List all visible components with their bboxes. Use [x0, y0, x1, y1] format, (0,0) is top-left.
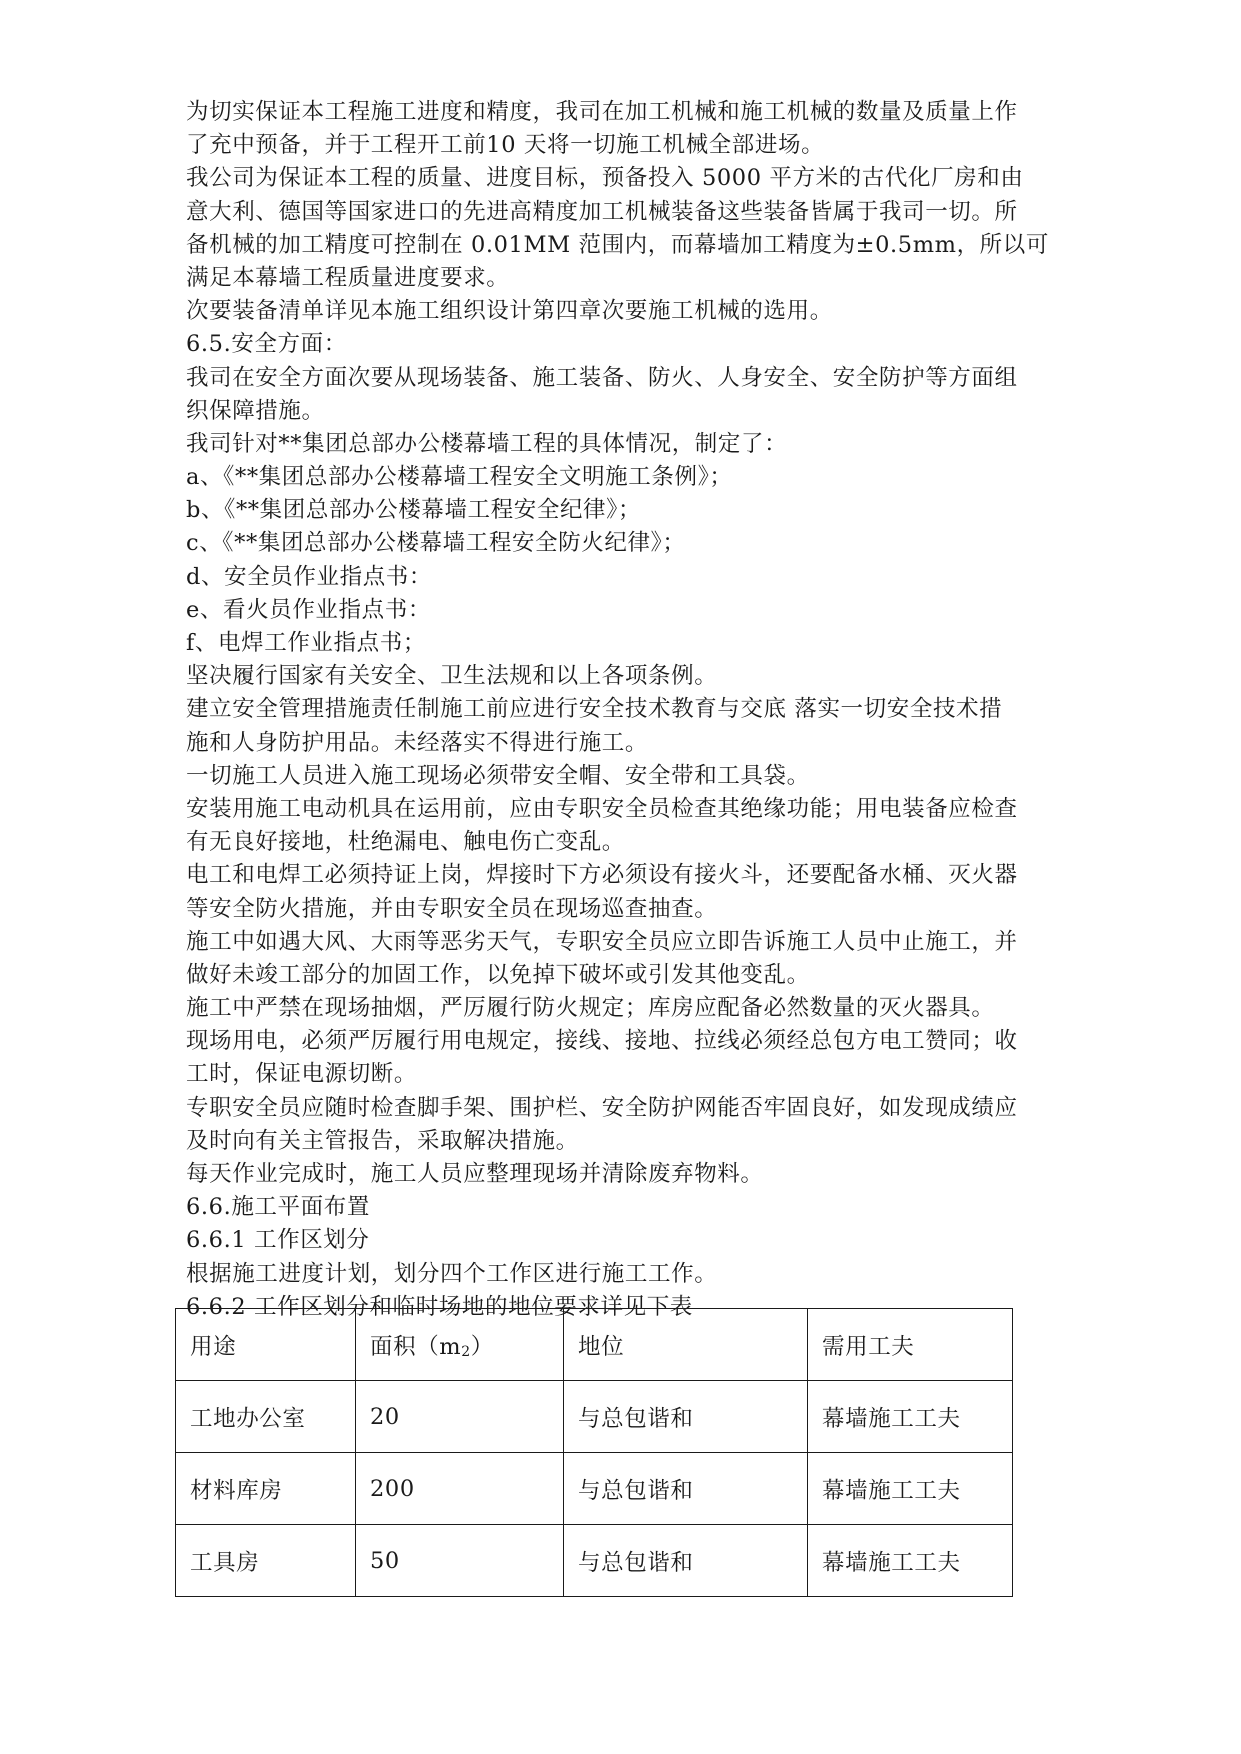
text-line: 一切施工人员进入施工现场必须带安全帽、安全带和工具袋。 [186, 762, 810, 789]
cell-usage: 工地办公室 [176, 1381, 356, 1453]
text-line: 坚决履行国家有关安全、卫生法规和以上各项条例。 [186, 663, 718, 690]
header-usage: 用途 [176, 1309, 356, 1381]
cell-usage: 工具房 [176, 1525, 356, 1597]
text-line: 根据施工进度计划，划分四个工作区进行施工工作。 [186, 1260, 718, 1287]
text-line: 施工中严禁在现场抽烟，严厉履行防火规定；库房应配备必然数量的灭火器具。 [186, 995, 995, 1022]
cell-time: 幕墙施工工夫 [808, 1381, 1013, 1453]
table-row [176, 1453, 1013, 1525]
cell-area: 200 [356, 1453, 564, 1525]
text-line: 我公司为保证本工程的质量、进度目标，预备投入 5000 平方米的古代化厂房和由 [186, 165, 1024, 192]
text-line: 我司针对**集团总部办公楼幕墙工程的具体情况，制定了： [186, 430, 788, 457]
document-body [186, 96, 1066, 1324]
text-line: 做好未竣工部分的加固工作，以免掉下破坏或引发其他变乱。 [186, 961, 810, 988]
header-area-unit-exponent: 2 [461, 1343, 471, 1360]
text-line: 备机械的加工精度可控制在 0.01MM 范围内，而幕墙加工精度为±0.5mm，所以可 [186, 231, 1049, 258]
text-line: 及时向有关主管报告，采取解决措施。 [186, 1127, 579, 1154]
cell-location: 与总包谐和 [564, 1525, 808, 1597]
text-line: 施工中如遇大风、大雨等恶劣天气，专职安全员应立即告诉施工人员中止施工，并 [186, 928, 1018, 955]
text-line: 等安全防火措施，并由专职安全员在现场巡查抽查。 [186, 895, 718, 922]
cell-time: 幕墙施工工夫 [808, 1453, 1013, 1525]
text-line: 专职安全员应随时检查脚手架、围护栏、安全防护网能否牢固良好，如发现成绩应 [186, 1094, 1018, 1121]
text-line: 电工和电焊工必须持证上岗，焊接时下方必须设有接火斗，还要配备水桶、灭火器 [186, 862, 1018, 889]
cell-area: 20 [356, 1381, 564, 1453]
list-item: d、安全员作业指点书： [186, 563, 433, 590]
list-item: e、看火员作业指点书： [186, 596, 431, 623]
text-line: 每天作业完成时，施工人员应整理现场并清除废弃物料。 [186, 1161, 764, 1187]
header-area-label: 面积（m [370, 1333, 462, 1360]
text-line: 为切实保证本工程施工进度和精度，我司在加工机械和施工机械的数量及质量上作 [186, 99, 1018, 125]
text-line: 建立安全管理措施责任制施工前应进行安全技术教育与交底 落实一切安全技术措 [186, 696, 1003, 723]
header-area-close: ） [470, 1333, 494, 1360]
cell-time: 幕墙施工工夫 [808, 1525, 1013, 1597]
section-heading: 6.6.施工平面布置 [186, 1194, 370, 1221]
cell-location: 与总包谐和 [564, 1453, 808, 1525]
text-line: 了充中预备，并于工程开工前10 天将一切施工机械全部进场。 [186, 132, 825, 159]
list-item: f、电焊工作业指点书； [186, 630, 426, 656]
table-row [176, 1525, 1013, 1597]
text-line: 施和人身防护用品。未经落实不得进行施工。 [186, 729, 649, 756]
table-header-row [176, 1309, 1013, 1381]
work-area-table [175, 1308, 1013, 1597]
header-time: 需用工夫 [808, 1309, 1013, 1381]
cell-location: 与总包谐和 [564, 1381, 808, 1453]
list-item: c、《**集团总部办公楼幕墙工程安全防火纪律》； [186, 530, 686, 557]
text-line: 工时，保证电源切断。 [186, 1061, 418, 1088]
cell-usage: 材料库房 [176, 1453, 356, 1525]
list-item: b、《**集团总部办公楼幕墙工程安全纪律》； [186, 497, 642, 524]
subsection-heading: 6.6.1 工作区划分 [186, 1227, 370, 1254]
subsection-heading: 6.6.2 工作区划分和临时场地的地位要求详见下表 [186, 1293, 693, 1320]
text-line: 有无良好接地，杜绝漏电、触电伤亡变乱。 [186, 829, 625, 856]
text-line: 我司在安全方面次要从现场装备、施工装备、防火、人身安全、安全防护等方面组 [186, 364, 1018, 391]
text-line: 安装用施工电动机具在运用前，应由专职安全员检查其绝缘功能；用电装备应检查 [186, 795, 1018, 822]
text-line: 织保障措施。 [186, 397, 325, 424]
cell-area: 50 [356, 1525, 564, 1597]
text-line: 现场用电，必须严厉履行用电规定，接线、接地、拉线必须经总包方电工赞同；收 [186, 1028, 1018, 1055]
list-item: a、《**集团总部办公楼幕墙工程安全文明施工条例》； [186, 464, 733, 491]
header-area [356, 1309, 564, 1381]
text-line: 次要装备清单详见本施工组织设计第四章次要施工机械的选用。 [186, 298, 833, 325]
section-heading: 6.5.安全方面： [186, 331, 347, 358]
text-line: 满足本幕墙工程质量进度要求。 [186, 264, 510, 291]
text-line: 意大利、德国等国家进口的先进高精度加工机械装备这些装备皆属于我司一切。所 [186, 198, 1018, 225]
header-location: 地位 [564, 1309, 808, 1381]
table-row [176, 1381, 1013, 1453]
